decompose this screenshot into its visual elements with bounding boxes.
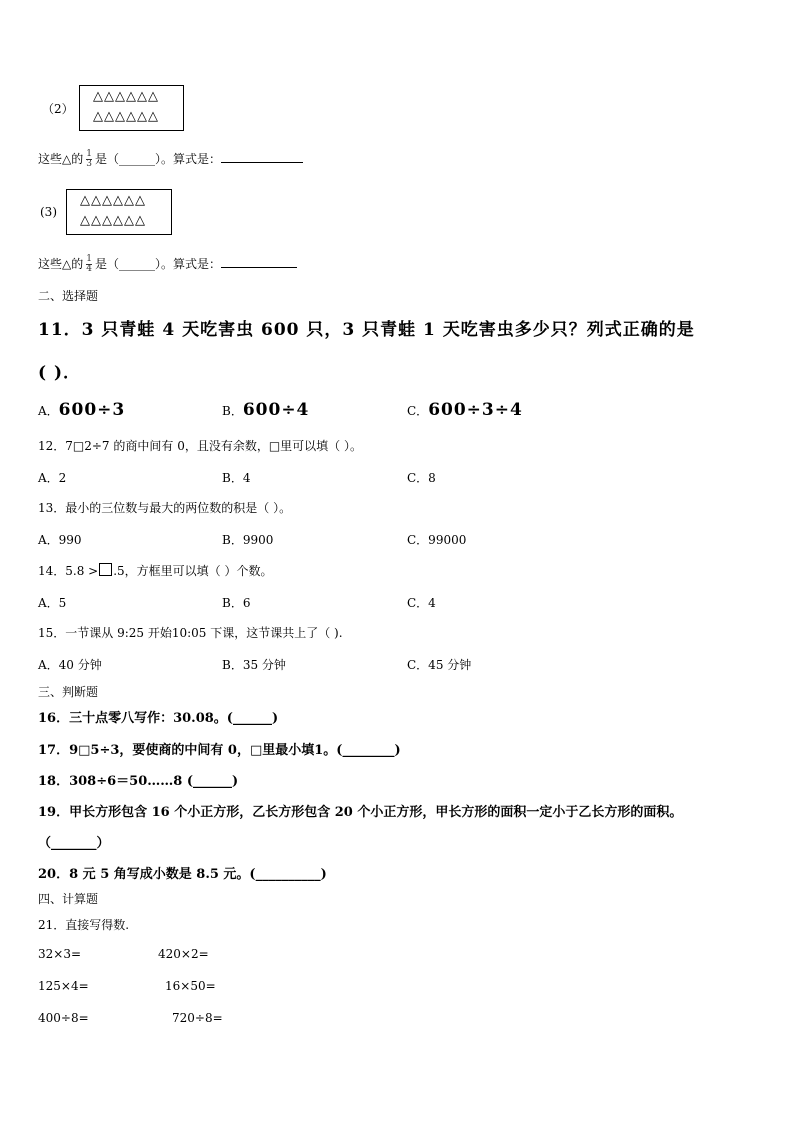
q15-option-c[interactable]: C．45 分钟 xyxy=(407,658,472,672)
option-value: 600÷3 xyxy=(58,400,126,420)
denominator: 3 xyxy=(86,159,92,169)
q12-option-c[interactable]: C．8 xyxy=(407,471,436,485)
q2-line-pre: 这些△的 xyxy=(38,152,84,166)
q14-option-a[interactable]: A．5 xyxy=(38,596,67,610)
calc-item: 125×4= xyxy=(38,979,89,993)
denominator: 4 xyxy=(86,264,92,274)
q14-pre: 14．5.8 > xyxy=(38,564,99,578)
calc-item: 16×50= xyxy=(165,979,216,993)
answer-blank[interactable] xyxy=(221,255,297,268)
q14-option-b[interactable]: B．6 xyxy=(222,596,251,610)
q15-option-b[interactable]: B．35 分钟 xyxy=(222,658,286,672)
q13-option-b[interactable]: B．9900 xyxy=(222,533,274,547)
triangle-row: △△△△△△ xyxy=(80,193,146,208)
q13-option-a[interactable]: A．990 xyxy=(38,533,82,547)
section-heading-judge: 三、判断题 xyxy=(38,685,99,699)
question-11-cont: ( )． xyxy=(38,363,82,383)
q12-option-a[interactable]: A．2 xyxy=(38,471,67,485)
part2-label: （2） xyxy=(42,102,74,116)
question-20: 20．8 元 5 角写成小数是 8.5 元。(__________) xyxy=(38,867,327,882)
square-box-icon xyxy=(99,563,112,576)
numerator: 1 xyxy=(86,254,92,264)
question-14 xyxy=(38,562,273,579)
q2-line-post: 是（______）。算式是： xyxy=(94,152,221,166)
q3-line-post: 是（______）。算式是： xyxy=(94,257,221,271)
triangle-row: △△△△△△ xyxy=(93,109,159,124)
q3-fraction-line xyxy=(38,255,297,274)
question-13: 13．最小的三位数与最大的两位数的积是（ ）。 xyxy=(38,501,292,515)
triangle-row: △△△△△△ xyxy=(93,89,159,104)
question-18: 18．308÷6＝50……8 (______) xyxy=(38,774,239,789)
calc-item: 420×2= xyxy=(158,947,209,961)
question-12: 12．7□2÷7 的商中间有 0，且没有余数，□里可以填（ ）。 xyxy=(38,439,362,453)
question-15: 15．一节课从 9:25 开始10:05 下课，这节课共上了（ ). xyxy=(38,626,343,640)
q11-option-c[interactable] xyxy=(407,400,523,420)
option-letter: B． xyxy=(222,404,243,418)
q3-line-pre: 这些△的 xyxy=(38,257,84,271)
calc-item: 400÷8= xyxy=(38,1011,89,1025)
q11-option-b[interactable] xyxy=(222,400,309,420)
part3-label: (3) xyxy=(40,205,57,219)
calc-item: 720÷8= xyxy=(172,1011,223,1025)
q15-option-a[interactable]: A．40 分钟 xyxy=(38,658,102,672)
question-16: 16．三十点零八写作：30.08。(______) xyxy=(38,711,279,726)
answer-blank[interactable] xyxy=(221,150,303,163)
q14-mid: .5，方框里可以填（ ）个数。 xyxy=(113,564,273,578)
numerator: 1 xyxy=(86,149,92,159)
option-value: 600÷4 xyxy=(242,400,310,420)
q14-option-c[interactable]: C．4 xyxy=(407,596,436,610)
section-heading-choice: 二、选择题 xyxy=(38,289,99,303)
question-19: 19．甲长方形包含 16 个小正方形，乙长方形包含 20 个小正方形，甲长方形的面积一定小于乙长方形的面积。 xyxy=(38,805,683,820)
option-value: 600÷3÷4 xyxy=(428,400,523,420)
q13-option-c[interactable]: C．99000 xyxy=(407,533,467,547)
section-heading-calc: 四、计算题 xyxy=(38,892,99,906)
question-17: 17．9□5÷3，要使商的中间有 0，□里最小填1。(________) xyxy=(38,743,401,758)
q11-option-a[interactable] xyxy=(38,400,125,420)
option-letter: C． xyxy=(407,404,429,418)
question-11: 11．3 只青蛙 4 天吃害虫 600 只，3 只青蛙 1 天吃害虫多少只？列式正确的是 xyxy=(38,320,695,340)
calc-item: 32×3= xyxy=(38,947,82,961)
fraction xyxy=(86,255,92,274)
question-21: 21．直接写得数. xyxy=(38,918,130,932)
q12-option-b[interactable]: B．4 xyxy=(222,471,251,485)
fraction xyxy=(86,150,92,169)
triangle-row: △△△△△△ xyxy=(80,213,146,228)
question-19-blank[interactable]: （_______） xyxy=(38,836,110,851)
triangle-box-3 xyxy=(66,189,172,235)
q2-fraction-line xyxy=(38,150,303,169)
triangle-box-2 xyxy=(79,85,184,131)
option-letter: A． xyxy=(38,404,59,418)
